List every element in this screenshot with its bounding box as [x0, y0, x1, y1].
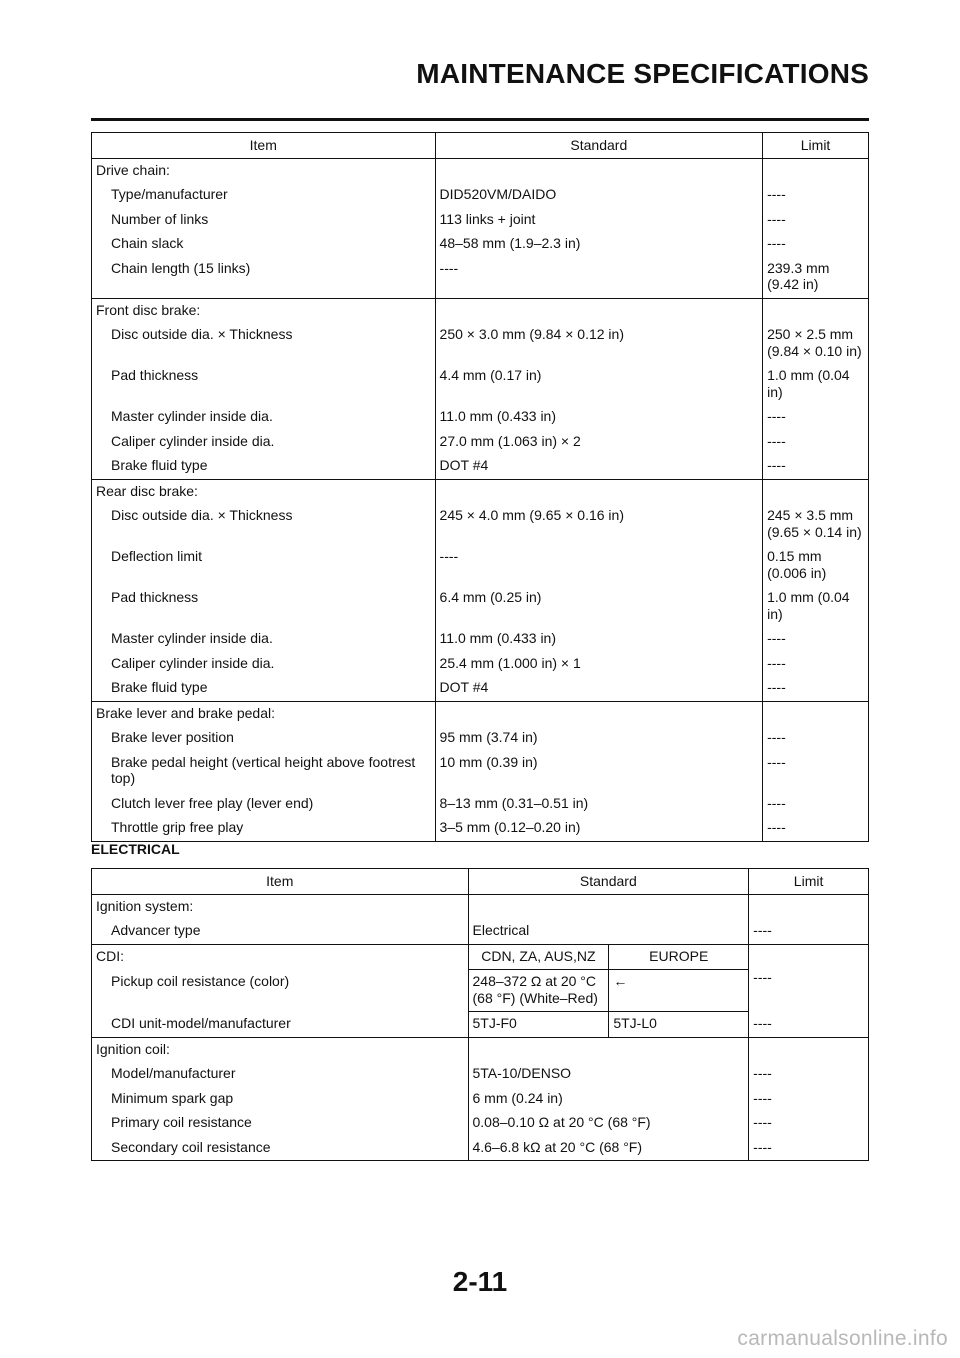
limit-cell: ----	[763, 726, 869, 751]
item-cell: Brake fluid type	[92, 676, 436, 701]
header-item: Item	[92, 133, 436, 159]
group-title-row	[92, 1037, 869, 1062]
watermark[interactable]: carmanualsonline.info	[737, 1327, 948, 1350]
item-cell: Clutch lever free play (lever end)	[92, 792, 436, 817]
standard-cell: 27.0 mm (1.063 in) × 2	[435, 430, 763, 455]
table-header-row	[92, 869, 869, 895]
limit-cell: ----	[763, 183, 869, 208]
table-row	[92, 792, 869, 817]
limit-cell: 239.3 mm (9.42 in)	[763, 257, 869, 299]
table-row	[92, 208, 869, 233]
standard-cell: DID520VM/DAIDO	[435, 183, 763, 208]
standard-cell-a: 248–372 Ω at 20 °C (68 °F) (White–Red)	[468, 970, 609, 1012]
table-row	[92, 1136, 869, 1161]
limit-cell: ----	[763, 454, 869, 479]
electrical-spec-table	[91, 868, 869, 1161]
limit-cell: ----	[763, 792, 869, 817]
limit-cell: ----	[749, 1012, 869, 1038]
limit-cell: ----	[749, 1111, 869, 1136]
item-cell: Caliper cylinder inside dia.	[92, 652, 436, 677]
group-title-row	[92, 701, 869, 726]
item-cell: Disc outside dia. × Thickness	[92, 504, 436, 545]
standard-cell: 4.6–6.8 kΩ at 20 °C (68 °F)	[468, 1136, 749, 1161]
limit-cell: 1.0 mm (0.04 in)	[763, 364, 869, 405]
standard-cell: 8–13 mm (0.31–0.51 in)	[435, 792, 763, 817]
standard-cell: 6.4 mm (0.25 in)	[435, 586, 763, 627]
item-cell: Brake pedal height (vertical height above footrest top)	[92, 751, 436, 792]
table-row	[92, 1012, 869, 1038]
table-row	[92, 919, 869, 944]
limit-cell: ----	[749, 1062, 869, 1087]
table-row	[92, 364, 869, 405]
standard-cell: 245 × 4.0 mm (9.65 × 0.16 in)	[435, 504, 763, 545]
group-title-row	[92, 298, 869, 323]
limit-cell: ----	[763, 676, 869, 701]
standard-cell: 3–5 mm (0.12–0.20 in)	[435, 816, 763, 841]
limit-cell: 0.15 mm (0.006 in)	[763, 545, 869, 586]
limit-cell: ----	[763, 627, 869, 652]
standard-cell: 11.0 mm (0.433 in)	[435, 627, 763, 652]
limit-cell: ----	[763, 816, 869, 841]
limit-cell: ----	[763, 652, 869, 677]
limit-cell: 250 × 2.5 mm (9.84 × 0.10 in)	[763, 323, 869, 364]
item-cell: Model/manufacturer	[92, 1062, 469, 1087]
standard-cell: DOT #4	[435, 454, 763, 479]
header-standard: Standard	[468, 869, 749, 895]
item-cell: Brake lever position	[92, 726, 436, 751]
standard-cell: ----	[435, 257, 763, 299]
standard-cell: 48–58 mm (1.9–2.3 in)	[435, 232, 763, 257]
table-row	[92, 652, 869, 677]
standard-cell: 25.4 mm (1.000 in) × 1	[435, 652, 763, 677]
item-cell: Minimum spark gap	[92, 1087, 469, 1112]
standard-cell: 6 mm (0.24 in)	[468, 1087, 749, 1112]
limit-cell: ----	[763, 208, 869, 233]
item-cell: Secondary coil resistance	[92, 1136, 469, 1161]
header-limit: Limit	[749, 869, 869, 895]
header-item: Item	[92, 869, 469, 895]
table-row	[92, 232, 869, 257]
item-cell: Master cylinder inside dia.	[92, 627, 436, 652]
table-row	[92, 816, 869, 841]
item-cell: Master cylinder inside dia.	[92, 405, 436, 430]
table-row	[92, 257, 869, 299]
table-row	[92, 430, 869, 455]
item-cell: CDI unit-model/manufacturer	[92, 1012, 469, 1038]
table-row	[92, 504, 869, 545]
chassis-spec-table	[91, 132, 869, 842]
table-row	[92, 454, 869, 479]
item-cell: Disc outside dia. × Thickness	[92, 323, 436, 364]
group-title-row	[92, 894, 869, 919]
item-cell: Type/manufacturer	[92, 183, 436, 208]
item-cell: Deflection limit	[92, 545, 436, 586]
table-row	[92, 751, 869, 792]
item-cell: Primary coil resistance	[92, 1111, 469, 1136]
limit-cell: ----	[749, 919, 869, 944]
table-row	[92, 323, 869, 364]
table-row	[92, 726, 869, 751]
group-title-row	[92, 944, 869, 970]
standard-cell: 113 links + joint	[435, 208, 763, 233]
standard-cell: 10 mm (0.39 in)	[435, 751, 763, 792]
header-standard: Standard	[435, 133, 763, 159]
table-row	[92, 183, 869, 208]
group-title: Front disc brake:	[92, 298, 436, 323]
table-row	[92, 1062, 869, 1087]
item-cell: Pad thickness	[92, 364, 436, 405]
group-title: Drive chain:	[92, 158, 436, 183]
group-title: Ignition system:	[92, 894, 469, 919]
standard-cell-a: 5TJ-F0	[468, 1012, 609, 1038]
standard-cell: Electrical	[468, 919, 749, 944]
standard-cell: 4.4 mm (0.17 in)	[435, 364, 763, 405]
limit-cell: ----	[749, 1136, 869, 1161]
item-cell: Throttle grip free play	[92, 816, 436, 841]
arrow-same-as-left-icon: ←	[609, 970, 749, 1012]
item-cell: Chain length (15 links)	[92, 257, 436, 299]
limit-cell: ----	[749, 1087, 869, 1112]
standard-cell: ----	[435, 545, 763, 586]
limit-cell: ----	[763, 405, 869, 430]
group-title: Brake lever and brake pedal:	[92, 701, 436, 726]
group-title-row	[92, 158, 869, 183]
cdi-region-header-a: CDN, ZA, AUS,NZ	[468, 944, 609, 970]
item-cell: Chain slack	[92, 232, 436, 257]
standard-cell-b: 5TJ-L0	[609, 1012, 749, 1038]
limit-cell: ----	[763, 430, 869, 455]
group-title: Rear disc brake:	[92, 479, 436, 504]
standard-cell: 0.08–0.10 Ω at 20 °C (68 °F)	[468, 1111, 749, 1136]
table-row	[92, 1087, 869, 1112]
title-divider	[91, 118, 869, 121]
limit-cell: ----	[763, 751, 869, 792]
cdi-region-header-b: EUROPE	[609, 944, 749, 970]
standard-cell: 250 × 3.0 mm (9.84 × 0.12 in)	[435, 323, 763, 364]
item-cell: Pickup coil resistance (color)	[92, 970, 469, 1012]
standard-cell: 11.0 mm (0.433 in)	[435, 405, 763, 430]
group-title-row	[92, 479, 869, 504]
header-limit: Limit	[763, 133, 869, 159]
standard-cell: 5TA-10/DENSO	[468, 1062, 749, 1087]
item-cell: Pad thickness	[92, 586, 436, 627]
limit-cell: 245 × 3.5 mm (9.65 × 0.14 in)	[763, 504, 869, 545]
table-row	[92, 1111, 869, 1136]
group-title: CDI:	[92, 944, 469, 970]
limit-cell: 1.0 mm (0.04 in)	[763, 586, 869, 627]
table-row	[92, 405, 869, 430]
item-cell: Advancer type	[92, 919, 469, 944]
table-row	[92, 586, 869, 627]
table-row	[92, 545, 869, 586]
item-cell: Number of links	[92, 208, 436, 233]
group-title: Ignition coil:	[92, 1037, 469, 1062]
table-header-row	[92, 133, 869, 159]
limit-cell: ----	[749, 944, 869, 1012]
table-row	[92, 627, 869, 652]
standard-cell: DOT #4	[435, 676, 763, 701]
item-cell: Caliper cylinder inside dia.	[92, 430, 436, 455]
section-heading-electrical: ELECTRICAL	[91, 841, 180, 857]
limit-cell: ----	[763, 232, 869, 257]
page-title: MAINTENANCE SPECIFICATIONS	[416, 58, 869, 89]
table-row	[92, 676, 869, 701]
item-cell: Brake fluid type	[92, 454, 436, 479]
standard-cell: 95 mm (3.74 in)	[435, 726, 763, 751]
page-number: 2-11	[452, 1266, 508, 1297]
